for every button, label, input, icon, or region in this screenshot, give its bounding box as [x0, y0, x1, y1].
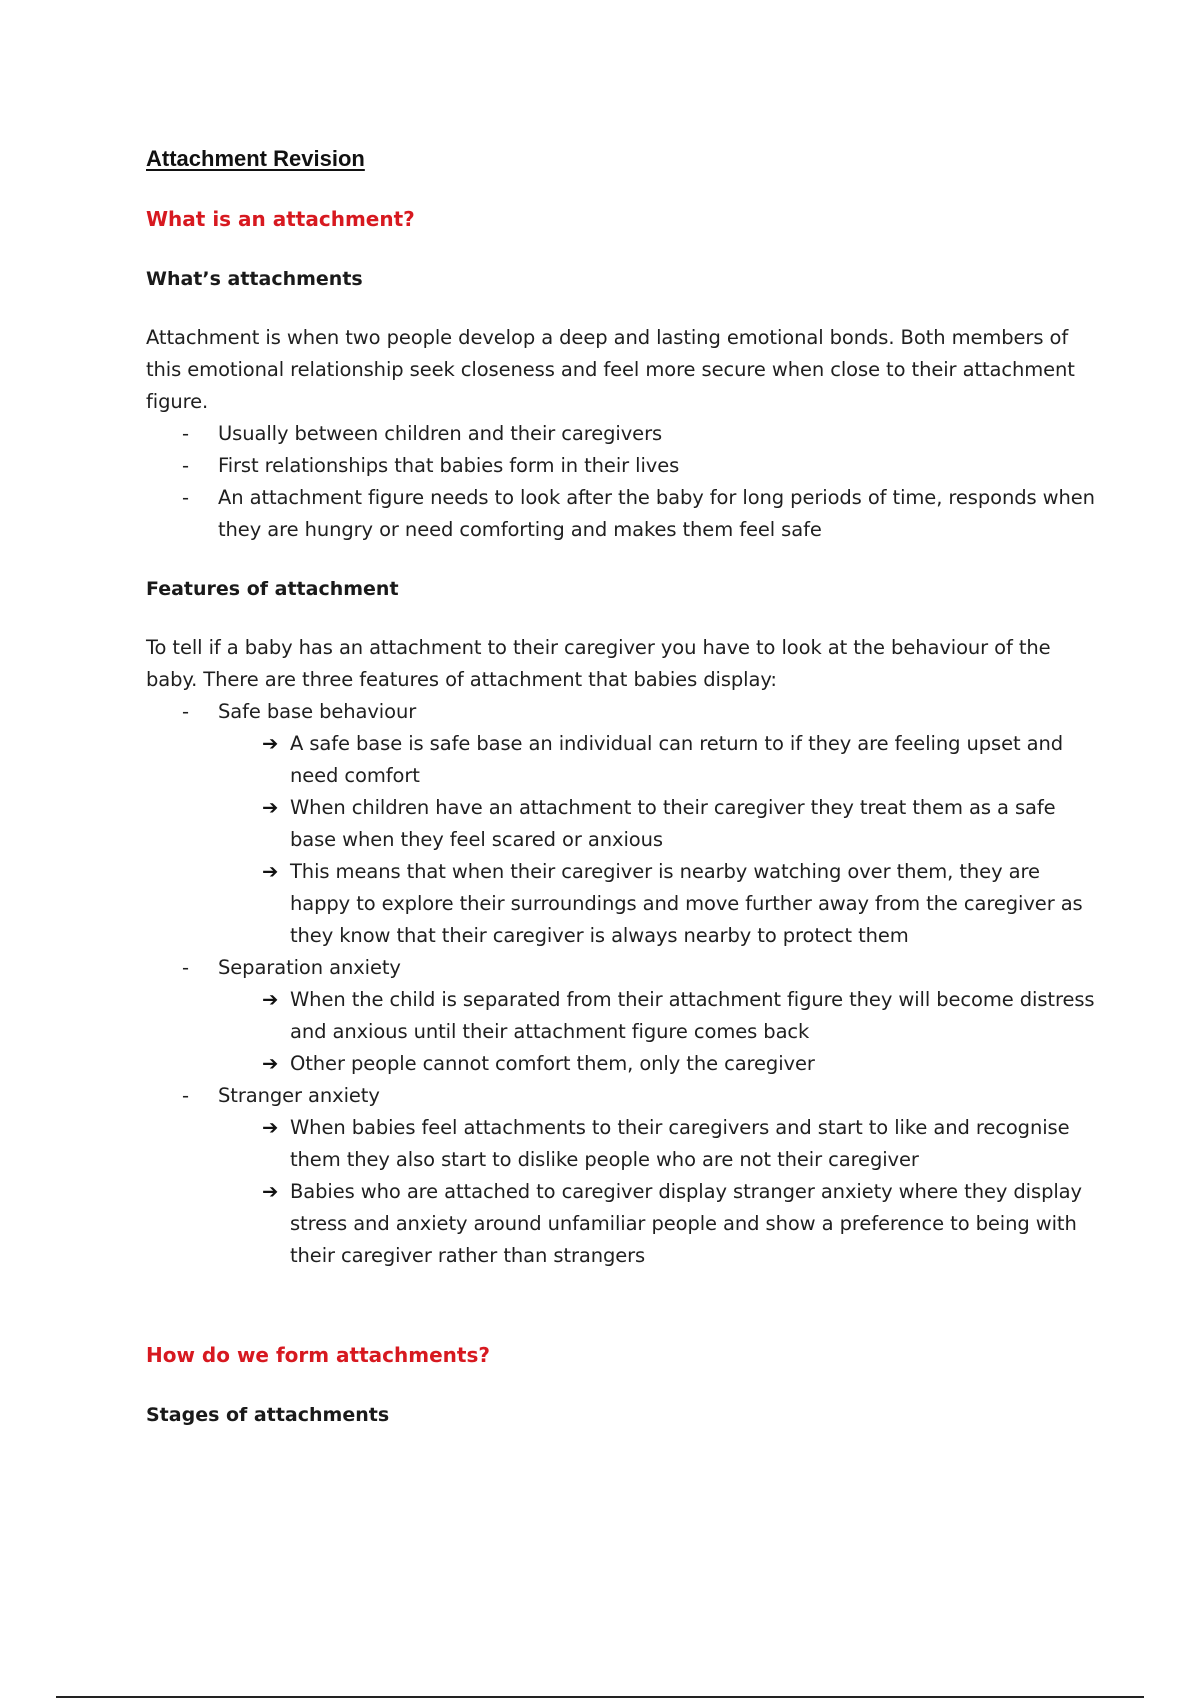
feature-label: Separation anxiety [218, 956, 401, 979]
subheading-whats-attachments: What’s attachments [146, 268, 363, 290]
heading-how-form-attachments: How do we form attachments? [146, 1343, 490, 1367]
dash-bullet-icon: - [182, 700, 189, 723]
dash-bullet-icon: - [182, 1084, 189, 1107]
arrow-right-icon: ➔ [262, 1116, 279, 1139]
features-intro-paragraph: To tell if a baby has an attachment to their caregiver you have to look at the behaviour of the baby. There are three features of attachment that babies display: [146, 636, 1051, 691]
point-text: When the child is separated from their attachment figure they will become distress and anxious until their attachment figure comes back [290, 988, 1095, 1043]
feature-item-stranger-anxiety [146, 1080, 1096, 1272]
point-text: When children have an attachment to their caregiver they treat them as a safe base when they feel scared or anxious [290, 796, 1056, 851]
dash-bullet-icon: - [182, 422, 189, 445]
feature-item-safe-base [146, 696, 1096, 952]
list-item [218, 728, 1096, 792]
list-item [218, 1112, 1096, 1176]
feature-label: Stranger anxiety [218, 1084, 380, 1107]
point-text: This means that when their caregiver is nearby watching over them, they are happy to explore their surroundings and move further away from the caregiver as they know that their caregiver is always nearby to protect them [290, 860, 1083, 947]
feature-label: Safe base behaviour [218, 700, 417, 723]
list-item [146, 482, 1096, 546]
list-item [218, 792, 1096, 856]
list-item [218, 1176, 1096, 1272]
dash-bullet-icon: - [182, 486, 189, 509]
document-title: Attachment Revision [146, 146, 365, 171]
document-page [146, 142, 1096, 1432]
list-item [218, 984, 1096, 1048]
point-text: Babies who are attached to caregiver display stranger anxiety where they display stress and anxiety around unfamiliar people and show a preference to being with their caregiver rather than strangers [290, 1180, 1082, 1267]
arrow-right-icon: ➔ [262, 732, 279, 755]
subheading-features-of-attachment: Features of attachment [146, 578, 399, 600]
arrow-right-icon: ➔ [262, 796, 279, 819]
list-item [218, 856, 1096, 952]
footer-divider [56, 1696, 1144, 1698]
arrow-right-icon: ➔ [262, 860, 279, 883]
feature-item-separation-anxiety [146, 952, 1096, 1080]
stranger-anxiety-points [218, 1112, 1096, 1272]
subheading-stages-of-attachments: Stages of attachments [146, 1404, 390, 1426]
heading-what-is-attachment: What is an attachment? [146, 207, 415, 231]
arrow-right-icon: ➔ [262, 1180, 279, 1203]
list-item-text: Usually between children and their caregivers [218, 422, 663, 445]
list-item [146, 418, 1096, 450]
attachment-definition-paragraph: Attachment is when two people develop a deep and lasting emotional bonds. Both members of this emotional relationship seek closeness and feel more secure when close to their attachment figure. [146, 326, 1075, 413]
features-list [146, 696, 1096, 1272]
list-item-text: First relationships that babies form in their lives [218, 454, 680, 477]
list-item [146, 450, 1096, 482]
list-item [218, 1048, 1096, 1080]
point-text: A safe base is safe base an individual can return to if they are feeling upset and need comfort [290, 732, 1063, 787]
separation-anxiety-points [218, 984, 1096, 1080]
attachment-bullet-list [146, 418, 1096, 546]
list-item-text: An attachment figure needs to look after the baby for long periods of time, responds when they are hungry or need comforting and makes them feel safe [218, 486, 1095, 541]
point-text: Other people cannot comfort them, only the caregiver [290, 1052, 815, 1075]
safe-base-points [218, 728, 1096, 952]
arrow-right-icon: ➔ [262, 988, 279, 1011]
dash-bullet-icon: - [182, 454, 189, 477]
arrow-right-icon: ➔ [262, 1052, 279, 1075]
point-text: When babies feel attachments to their caregivers and start to like and recognise them they also start to dislike people who are not their caregiver [290, 1116, 1070, 1171]
dash-bullet-icon: - [182, 956, 189, 979]
